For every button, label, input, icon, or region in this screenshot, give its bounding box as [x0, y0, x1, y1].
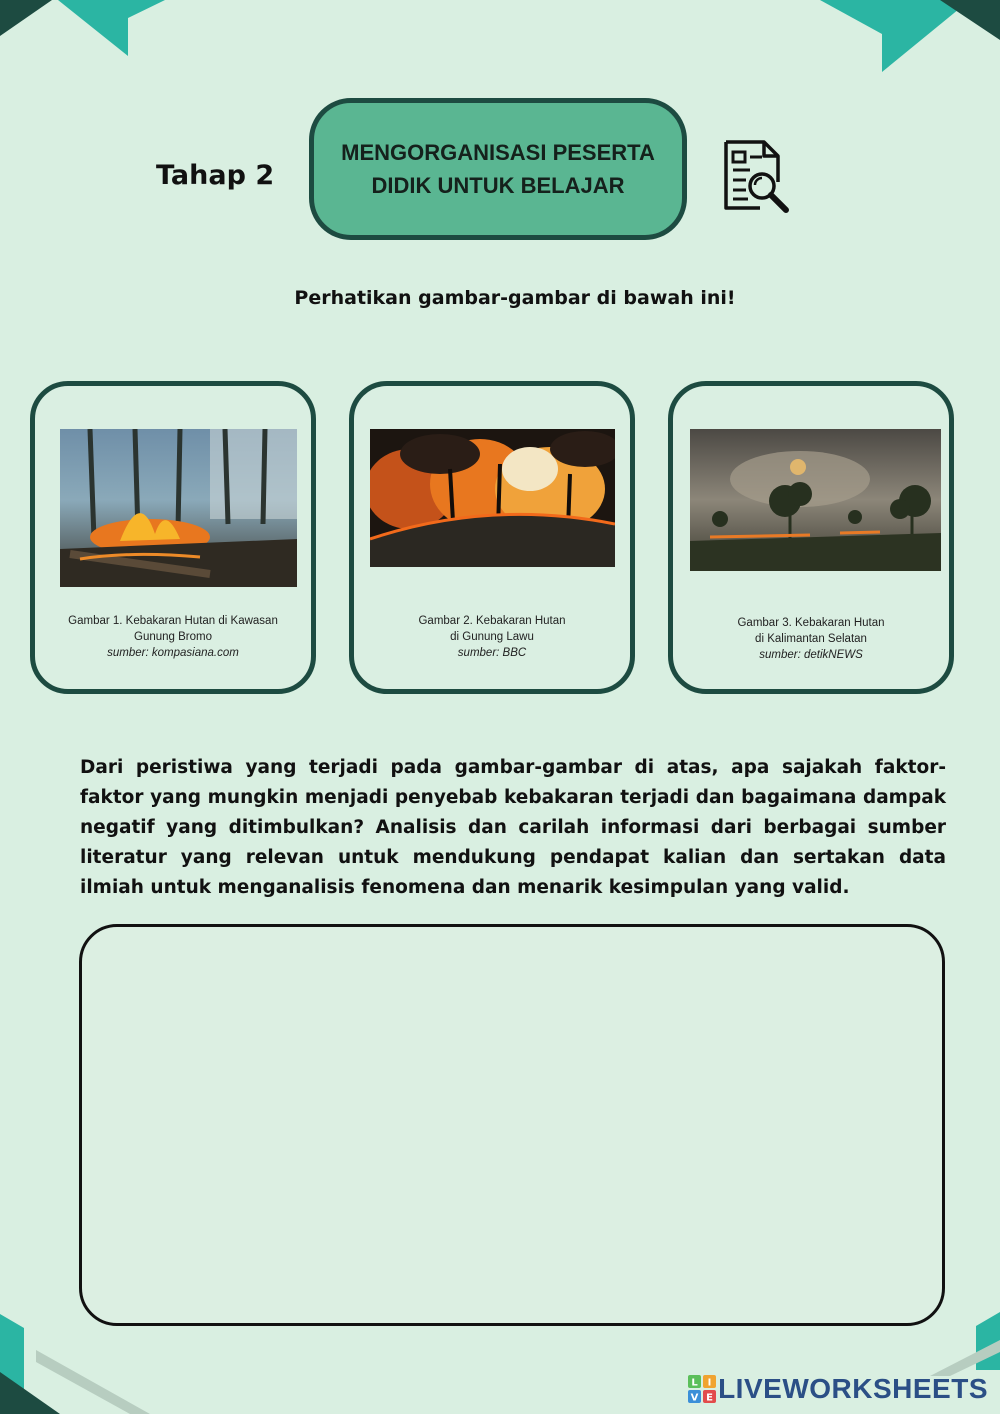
forest-fire-photo-2 [370, 429, 615, 567]
source-1: sumber: kompasiana.com [107, 647, 239, 659]
title-box [309, 98, 687, 240]
logo-letter-e: E [706, 1392, 713, 1403]
instruction-text: Perhatikan gambar-gambar di bawah ini! [294, 287, 736, 309]
image-card-3 [668, 381, 954, 694]
page-title [328, 136, 668, 202]
forest-fire-photo-1 [60, 429, 297, 587]
liveworksheets-logo [688, 1373, 988, 1405]
liveworksheets-grid-icon [688, 1375, 716, 1403]
caption-1: Gambar 1. Kebakaran Hutan di Kawasan Gunung Bromo sumber: kompasiana.com [35, 613, 311, 661]
corner-decoration-top-left [0, 0, 170, 60]
stage-label: Tahap 2 [156, 160, 275, 191]
image-card-2 [349, 381, 635, 694]
title-line-1: MENGORGANISASI PESERTA [341, 140, 655, 165]
logo-letter-l: L [691, 1377, 698, 1389]
source-2: sumber: BBC [457, 647, 527, 659]
source-3: sumber: detikNEWS [759, 649, 863, 661]
answer-text-box[interactable] [79, 924, 945, 1326]
image-card-1 [30, 381, 316, 694]
caption-2: Gambar 2. Kebakaran Hutan di Gunung Lawu sumber: BBC [354, 613, 630, 661]
brand-name: LIVEWORKSHEETS [718, 1373, 988, 1404]
forest-fire-photo-3 [690, 429, 941, 571]
logo-letter-i: I [707, 1377, 712, 1389]
logo-letter-v: V [690, 1392, 699, 1403]
corner-decoration-top-right [820, 0, 1000, 75]
caption-3: Gambar 3. Kebakaran Hutan di Kalimantan Selatan sumber: detikNEWS [673, 615, 949, 663]
document-search-icon [720, 138, 794, 214]
question-text: Dari peristiwa yang terjadi pada gambar-gambar di atas, apa sajakah faktor-faktor yang mungkin menjadi penyebab kebakaran terjadi dan bagaimana dampak negatif yang ditimbulkan? Analisis dan carilah informasi dari berbagai sumber literatur yang relevan untuk mendukung pendapat kalian dan sertakan data ilmiah untuk menganalisis fenomena dan menarik kesimpulan yang valid. [80, 757, 946, 898]
title-line-2: DIDIK UNTUK BELAJAR [371, 173, 625, 198]
